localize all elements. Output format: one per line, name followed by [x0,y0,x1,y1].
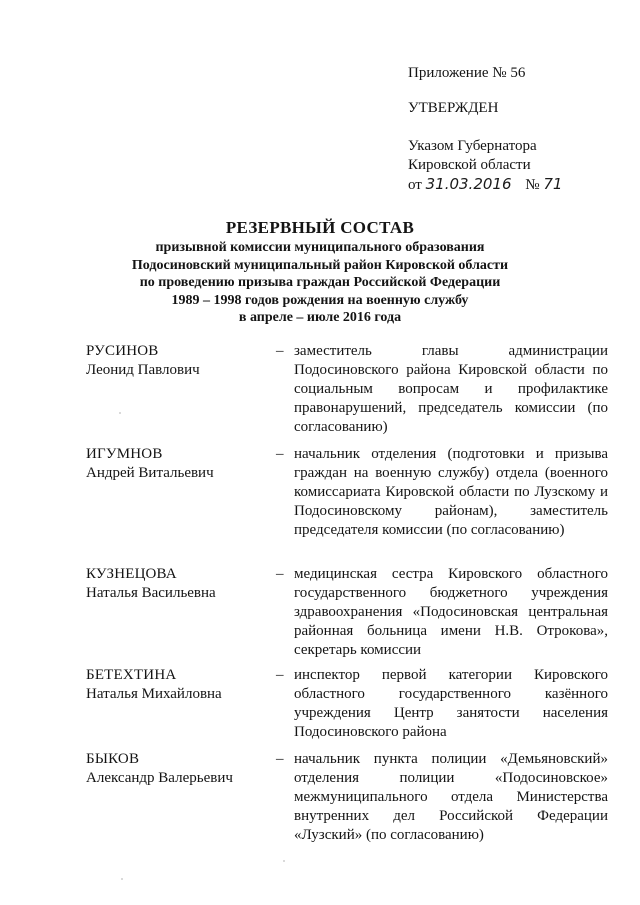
scan-speck [121,878,123,880]
member-role: медицинская сестра Кировского областного государственного бюджетного учреждения здравоохранения «Подосиновская центральная районная больница имени Н.В. Отрокова», секретарь комиссии [294,566,608,658]
title-line: по проведению призыва граждан Российской Федерации [139,275,501,290]
member-role: заместитель главы администрации Подосиновского района Кировской области по социальным вопросам и профилактике правонарушений, председатель комиссии (по согласованию) [294,343,608,435]
title-line: призывной комиссии муниципального образования [155,240,485,255]
member-name [86,750,276,788]
member-dash: – [276,446,284,462]
member-given-name: Александр Валерьевич [86,770,233,786]
member-role: начальник пункта полиции «Демьяновский» отделения полиции «Подосиновское» межмуниципального отдела Министерства внутренних дел Российской Федерации «Лузский» (по согласованию) [294,751,608,843]
member-dash: – [276,751,284,767]
member-given-name: Андрей Витальевич [86,465,214,481]
date-prefix: от [408,177,422,193]
approval-stamp-block [408,64,618,195]
member-name [86,565,276,603]
member-name [86,342,276,380]
member-role: начальник отделения (подготовки и призыва граждан на военную службу) отдела (военного комиссариата Кировской области по Лузскому и Подосиновскому районам), заместитель председателя комиссии (по согласованию) [294,446,608,538]
handwritten-number: 71 [543,175,563,193]
title-line: 1989 – 1998 годов рождения на военную службу [171,292,469,308]
scan-speck [119,412,121,414]
approved-label: УТВЕРЖДЕН [408,100,499,116]
member-surname: РУСИНОВ [86,343,159,359]
member-dash: – [276,566,284,582]
decree-line-2: Кировской области [408,157,531,173]
member-given-name: Наталья Михайловна [86,686,222,702]
title-main: РЕЗЕРВНЫЙ СОСТАВ [225,218,415,237]
member-given-name: Наталья Васильевна [86,585,216,601]
scan-speck [283,860,285,862]
appendix-number: Приложение № 56 [408,65,526,81]
member-given-name: Леонид Павлович [86,362,200,378]
title-line: Подосиновский муниципальный район Кировской области [131,257,509,273]
member-surname: КУЗНЕЦОВА [86,566,177,582]
member-dash: – [276,343,284,359]
decree-date-line [408,175,618,195]
member-name [86,445,276,483]
member-role: инспектор первой категории Кировского областного государственного казённого учреждения Центр занятости населения Подосиновского района [294,667,608,740]
member-surname: БЫКОВ [86,751,140,767]
document-title [0,217,640,327]
member-surname: БЕТЕХТИНА [86,667,177,683]
member-name [86,666,276,704]
title-line: в апреле – июле 2016 года [238,310,402,325]
member-surname: ИГУМНОВ [86,446,163,462]
handwritten-date: 31.03.2016 [425,175,512,193]
member-dash: – [276,667,284,683]
decree-line-1: Указом Губернатора [408,138,537,154]
number-prefix: № [525,177,540,193]
